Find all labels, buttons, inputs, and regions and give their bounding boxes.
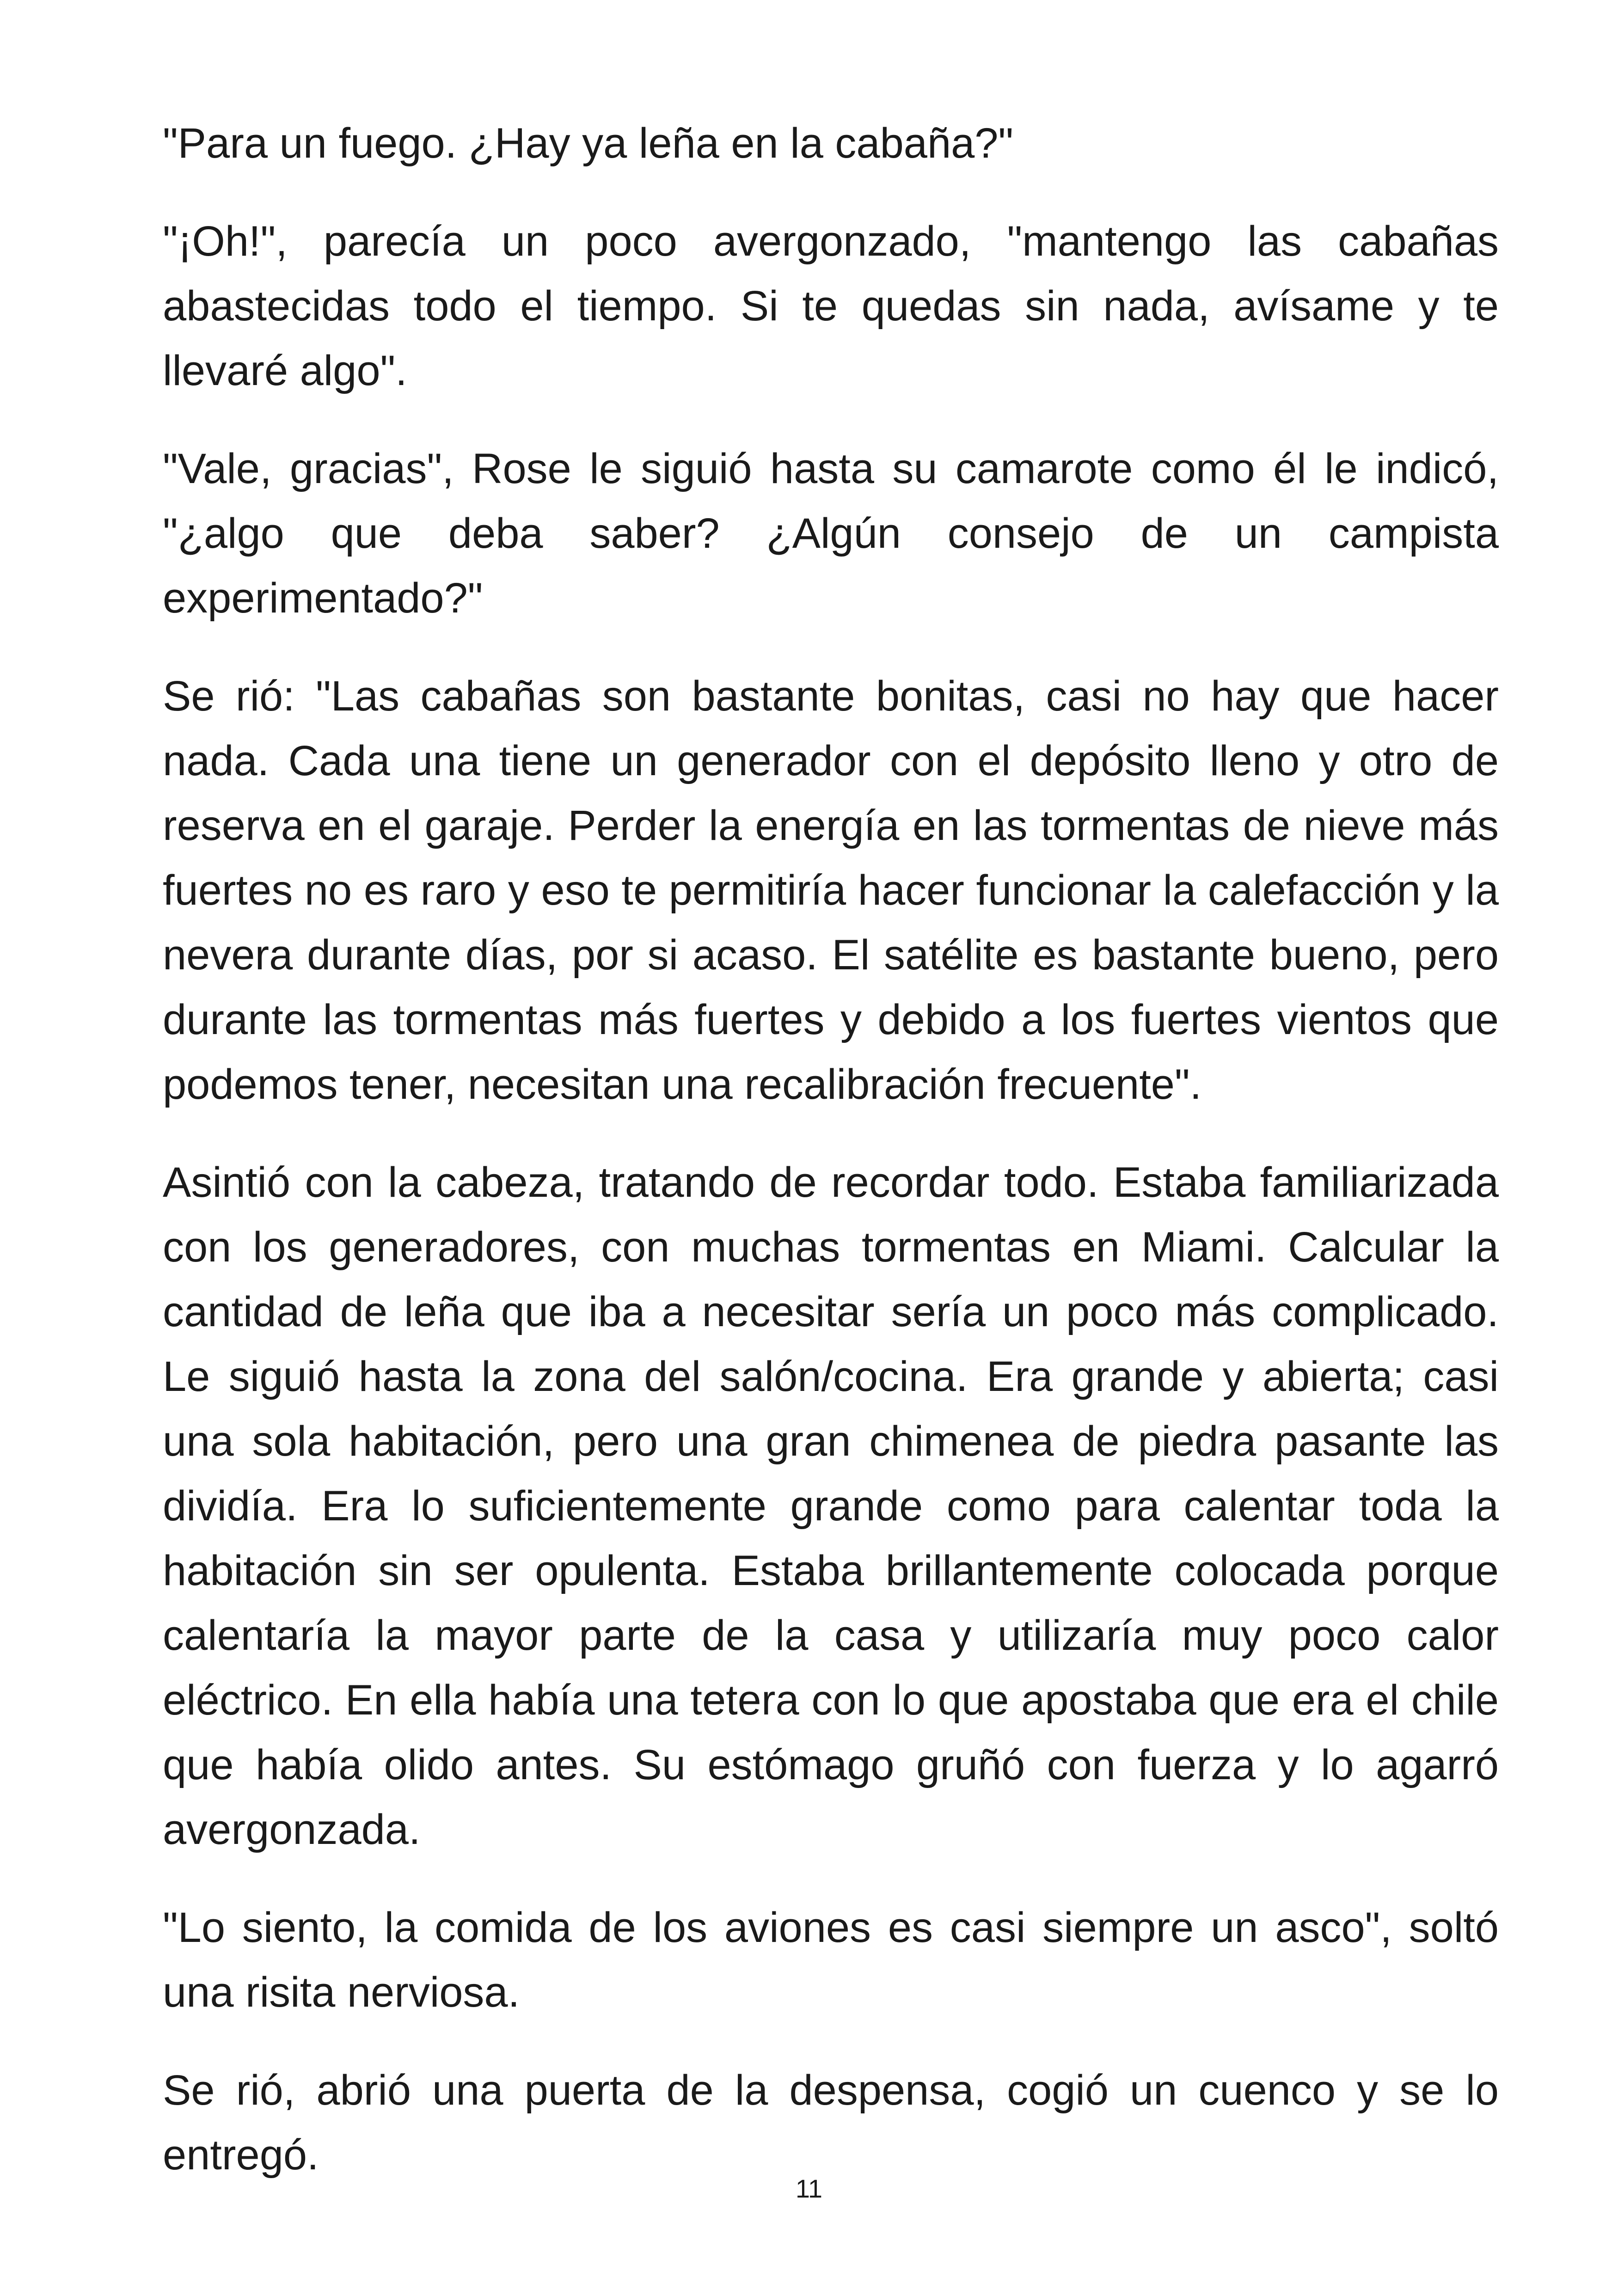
- paragraph-4: Se rió: "Las cabañas son bastante bonitas, casi no hay que hacer nada. Cada una tiene un generador con el depósito lleno y otro de reserva en el garaje. Perder la energía en las tormentas de nieve más fuertes no es raro y eso te permitiría hacer funcionar la calefacción y la nevera durante días, por si acaso. El satélite es bastante bueno, pero durante las tormentas más fuertes y debido a los fuertes vientos que podemos tener, necesitan una recalibración frecuente".: [163, 673, 1499, 1108]
- paragraph-5: Asintió con la cabeza, tratando de recordar todo. Estaba familiarizada con los generadores, con muchas tormentas en Miami. Calcular la cantidad de leña que iba a necesitar sería un poco más complicado. Le siguió hasta la zona del salón/cocina. Era grande y abierta; casi una sola habitación, pero una gran chimenea de piedra pasante las dividía. Era lo suficientemente grande como para calentar toda la habitación sin ser opulenta. Estaba brillantemente colocada porque calentaría la mayor parte de la casa y utilizaría muy poco calor eléctrico. En ella había una tetera con lo que apostaba que era el chile que había olido antes. Su estómago gruñó con fuerza y lo agarró avergonzada.: [163, 1159, 1499, 1853]
- paragraph-7: Se rió, abrió una puerta de la despensa, cogió un cuenco y se lo entregó.: [163, 2067, 1499, 2179]
- paragraph-3: "Vale, gracias", Rose le siguió hasta su camarote como él le indicó, "¿algo que deba saber? ¿Algún consejo de un campista experimentado?": [163, 445, 1499, 622]
- paragraph-2: "¡Oh!", parecía un poco avergonzado, "mantengo las cabañas abastecidas todo el tiempo. Si te quedas sin nada, avísame y te llevaré algo".: [163, 218, 1499, 394]
- paragraph-1: "Para un fuego. ¿Hay ya leña en la cabaña?": [163, 120, 1014, 167]
- page-body: [163, 111, 1499, 2221]
- paragraph-6: "Lo siento, la comida de los aviones es casi siempre un asco", soltó una risita nerviosa.: [163, 1904, 1499, 2016]
- page-number: 11: [795, 2174, 823, 2203]
